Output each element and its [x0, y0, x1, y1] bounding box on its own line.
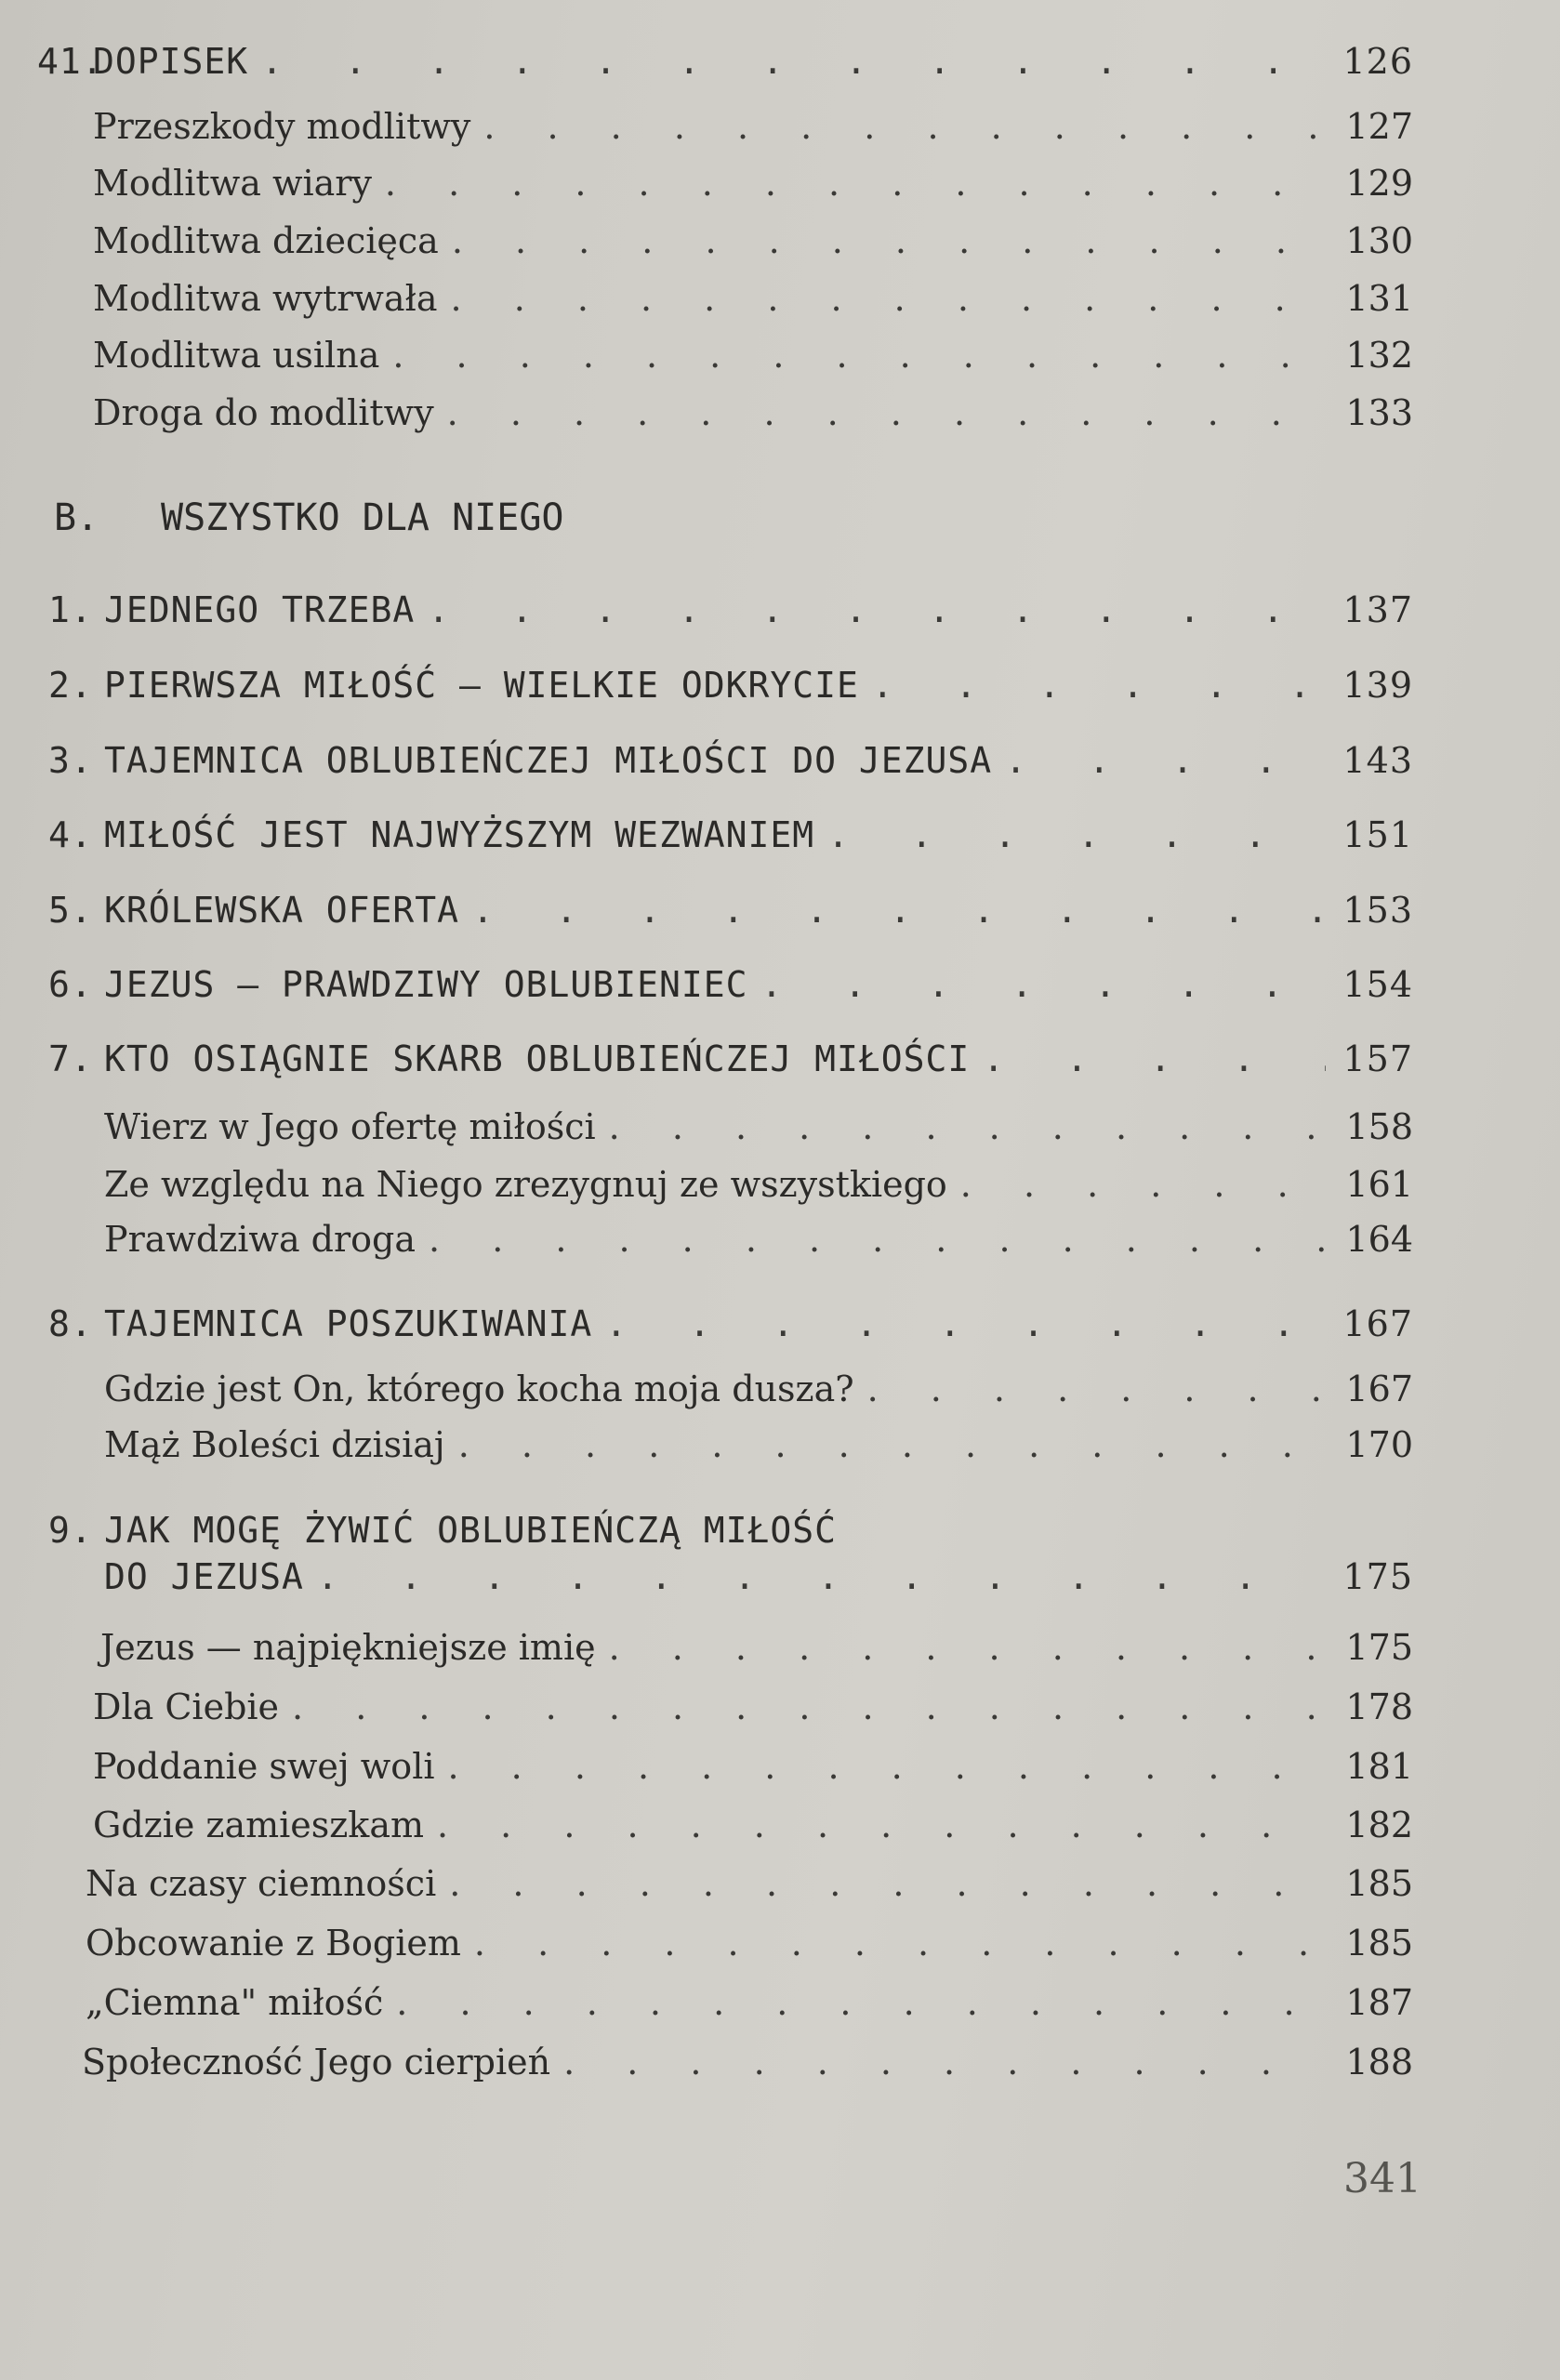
toc-entry-page: 131: [1345, 278, 1413, 319]
dot-leader: [867, 1367, 1326, 1411]
toc-entry-title: Mąż Boleści dzisiaj: [104, 1424, 445, 1465]
dot-leader: [437, 1803, 1326, 1847]
dot-leader: [872, 663, 1326, 707]
toc-entry-page: 139: [1342, 665, 1413, 706]
dot-leader: [448, 1744, 1327, 1789]
toc-entry: [30, 1921, 1413, 1965]
dot-leader: [292, 1685, 1326, 1729]
dot-leader: [385, 161, 1326, 205]
toc-entry-page: 170: [1345, 1424, 1413, 1465]
dot-leader: [474, 1921, 1326, 1965]
toc-entry-number: 4.: [48, 814, 93, 855]
toc-entry: [37, 276, 1413, 321]
toc-entry-title: JAK MOGĘ ŻYWIĆ OBLUBIEŃCZĄ MIŁOŚĆ: [104, 1510, 837, 1551]
dot-leader: [261, 39, 1326, 84]
toc-entry: [30, 1861, 1413, 1906]
dot-leader: [429, 1217, 1326, 1262]
dot-leader: [609, 1625, 1326, 1670]
toc-entry-title: Modlitwa usilna: [93, 335, 380, 376]
toc-entry: [48, 888, 1413, 932]
toc-entry-title: Modlitwa dziecięca: [93, 220, 439, 261]
toc-entry-title: „Ciemna" miłość: [86, 1982, 384, 2023]
toc-entry-title: Poddanie swej woli: [93, 1746, 435, 1787]
toc-entry-title: Prawdziwa droga: [104, 1219, 416, 1260]
toc-entry-page: 175: [1345, 1627, 1413, 1668]
toc-entry-title: MIŁOŚĆ JEST NAJWYŻSZYM WEZWANIEM: [104, 814, 815, 855]
toc-entry-number: 41.: [37, 41, 104, 82]
dot-leader: [563, 2040, 1326, 2084]
toc-entry-page: 167: [1345, 1368, 1413, 1409]
toc-entry-page: 164: [1345, 1219, 1413, 1260]
toc-entry-title: Na czasy ciemności: [86, 1863, 437, 1904]
toc-entry-page: 127: [1345, 106, 1413, 147]
section-title: WSZYSTKO DLA NIEGO: [161, 496, 564, 539]
toc-entry: [37, 161, 1413, 205]
dot-leader: [458, 1422, 1326, 1467]
toc-entry-page: 158: [1345, 1106, 1413, 1147]
toc-entry-page: 132: [1345, 335, 1413, 376]
toc-entry-number: 8.: [48, 1303, 93, 1344]
dot-leader: [392, 333, 1326, 377]
toc-entry-number: 3.: [48, 740, 93, 781]
toc-entry: [48, 1104, 1413, 1149]
toc-entry-page: 133: [1345, 392, 1413, 433]
toc-entry-page: 126: [1342, 41, 1413, 82]
toc-entry-number: 5.: [48, 890, 93, 931]
toc-entry: [30, 1980, 1413, 2025]
dot-leader: [760, 962, 1326, 1007]
toc-entry: [37, 1803, 1413, 1847]
toc-entry-title: DOPISEK: [93, 41, 249, 82]
toc-entry: [37, 390, 1413, 435]
toc-entry: [48, 1367, 1413, 1411]
toc-entry-title: Modlitwa wiary: [93, 163, 372, 204]
toc-entry-title: Droga do modlitwy: [93, 392, 434, 433]
toc-entry-page: 167: [1342, 1303, 1413, 1344]
toc-entry-page: 154: [1342, 964, 1413, 1005]
toc-entry: [26, 2040, 1413, 2084]
toc-entry: [48, 813, 1413, 857]
toc-entry-page: 175: [1342, 1556, 1413, 1597]
toc-entry-page: 130: [1345, 220, 1413, 261]
toc-entry-page: 185: [1345, 1863, 1413, 1904]
dot-leader: [396, 1980, 1326, 2025]
dot-leader: [428, 588, 1326, 632]
toc-entry-title: DO JEZUSA: [104, 1556, 304, 1597]
dot-leader: [317, 1554, 1326, 1599]
toc-entry-page: 137: [1342, 589, 1413, 630]
toc-entry-page: 129: [1345, 163, 1413, 204]
toc-entry-number: 7.: [48, 1038, 93, 1079]
toc-entry-title: Modlitwa wytrwała: [93, 278, 438, 319]
dot-leader: [605, 1302, 1326, 1346]
toc-entry: [48, 1162, 1413, 1207]
toc-entry: [48, 962, 1413, 1007]
dot-leader: [983, 1037, 1326, 1081]
toc-entry-number: 1.: [48, 589, 93, 630]
toc-entry-title: PIERWSZA MIŁOŚĆ — WIELKIE ODKRYCIE: [104, 665, 859, 706]
toc-entry: [48, 588, 1413, 632]
dot-leader: [451, 276, 1326, 321]
dot-leader: [960, 1162, 1326, 1207]
toc-entry: [37, 218, 1413, 263]
dot-leader: [1005, 738, 1326, 783]
page-number: 341: [1343, 2155, 1421, 2202]
toc-entry: [48, 738, 1413, 783]
toc-entry-title: Gdzie jest On, którego kocha moja dusza?: [104, 1368, 854, 1409]
toc-entry-title: TAJEMNICA POSZUKIWANIA: [104, 1303, 593, 1344]
toc-entry-title: Dla Ciebie: [93, 1686, 280, 1727]
dot-leader: [827, 813, 1326, 857]
section-heading: [54, 496, 563, 540]
toc-entry-title: Jezus — najpiękniejsze imię: [100, 1627, 596, 1668]
toc-entry: [37, 333, 1413, 377]
toc-entry-title: Ze względu na Niego zrezygnuj ze wszystkiego: [104, 1164, 947, 1205]
dot-leader: [452, 218, 1326, 263]
toc-entry-number: 2.: [48, 665, 93, 706]
toc-entry: [48, 1554, 1413, 1599]
toc-entry-page: 161: [1345, 1164, 1413, 1205]
toc-entry-page: 151: [1342, 814, 1413, 855]
dot-leader: [447, 390, 1326, 435]
toc-entry-page: 157: [1342, 1038, 1413, 1079]
dot-leader: [483, 104, 1326, 149]
toc-entry-page: 178: [1345, 1686, 1413, 1727]
toc-entry-number: 9.: [48, 1510, 93, 1551]
toc-entry-page: 181: [1345, 1746, 1413, 1787]
toc-entry-page: 188: [1345, 2042, 1413, 2082]
toc-entry: [48, 1037, 1413, 1081]
dot-leader: [449, 1861, 1326, 1906]
toc-entry-page: 153: [1342, 890, 1413, 931]
toc-entry-title: JEZUS — PRAWDZIWY OBLUBIENIEC: [104, 964, 748, 1005]
toc-entry: [37, 104, 1413, 149]
toc-entry: [48, 1217, 1413, 1262]
toc-entry-title: Wierz w Jego ofertę miłości: [104, 1106, 596, 1147]
section-letter: B.: [54, 496, 99, 539]
toc-entry-page: 185: [1345, 1923, 1413, 1964]
toc-entry-page: 143: [1342, 740, 1413, 781]
toc-entry-title: JEDNEGO TRZEBA: [104, 589, 416, 630]
toc-entry: [48, 663, 1413, 707]
toc-entry-title: KRÓLEWSKA OFERTA: [104, 890, 460, 931]
toc-entry: [45, 1625, 1413, 1670]
dot-leader: [472, 888, 1326, 932]
toc-entry-number: 6.: [48, 964, 93, 1005]
dot-leader: [609, 1104, 1326, 1149]
toc-entry-page: 182: [1345, 1805, 1413, 1845]
toc-entry-title: KTO OSIĄGNIE SKARB OBLUBIEŃCZEJ MIŁOŚCI: [104, 1038, 971, 1079]
toc-entry-title: TAJEMNICA OBLUBIEŃCZEJ MIŁOŚCI DO JEZUSA: [104, 740, 993, 781]
toc-entry: [48, 1302, 1413, 1346]
toc-entry: [37, 1744, 1413, 1789]
toc-entry: [37, 39, 1413, 84]
toc-entry-title: Gdzie zamieszkam: [93, 1805, 425, 1845]
toc-entry-page: 187: [1345, 1982, 1413, 2023]
toc-entry: [48, 1508, 1413, 1553]
toc-entry-title: Społeczność Jego cierpień: [82, 2042, 551, 2082]
toc-entry-title: Obcowanie z Bogiem: [86, 1923, 461, 1964]
toc-entry: [48, 1422, 1413, 1467]
toc-entry: [37, 1685, 1413, 1729]
toc-entry-title: Przeszkody modlitwy: [93, 106, 471, 147]
